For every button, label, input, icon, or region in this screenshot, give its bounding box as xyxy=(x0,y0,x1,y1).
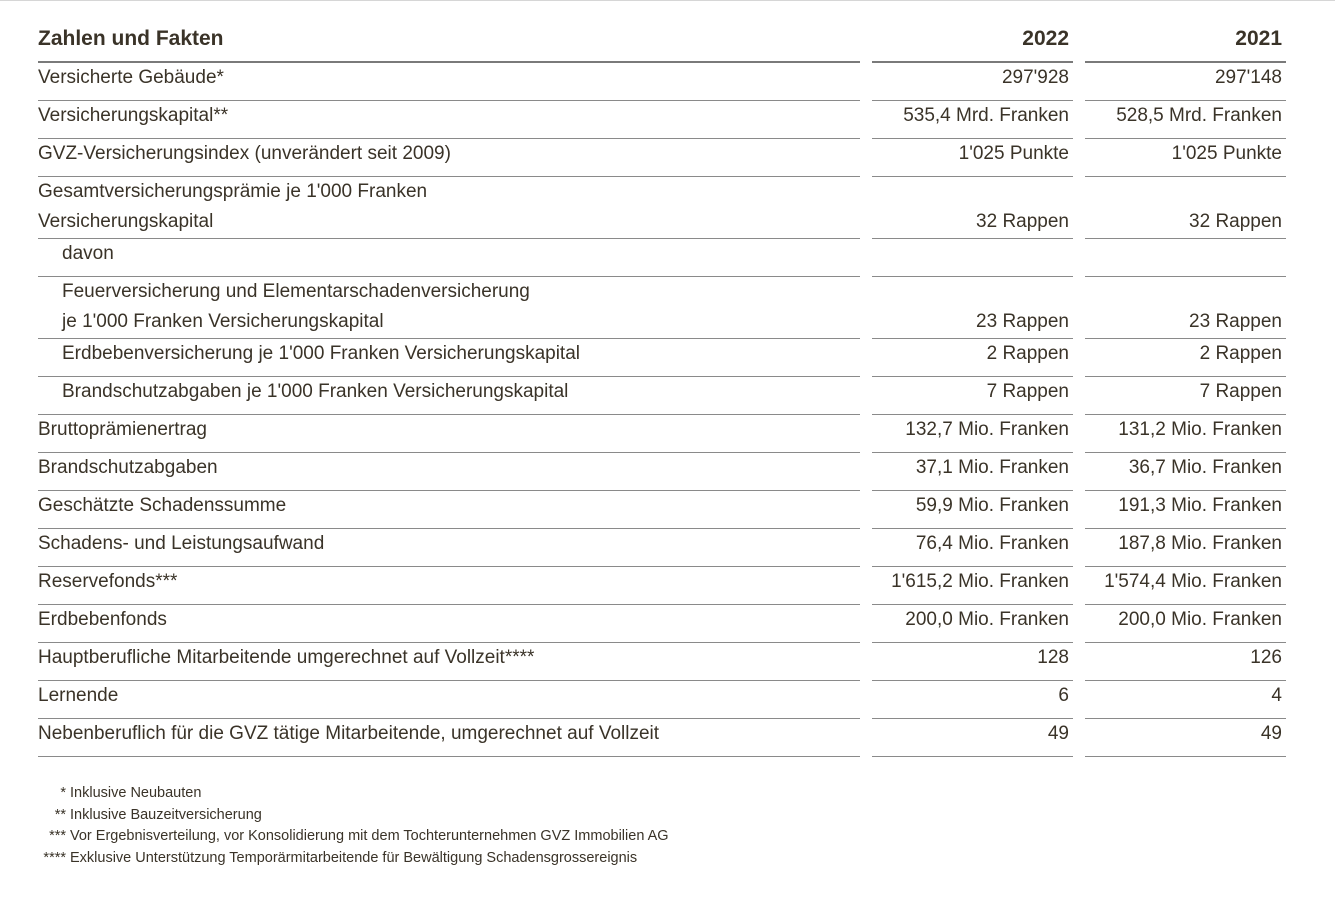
row-label-line: Versicherungskapital xyxy=(38,211,214,232)
footnote-marker: * xyxy=(60,785,66,801)
column-header-2021: 2021 xyxy=(1085,22,1286,63)
row-label: Nebenberuflich für die GVZ tätige Mitarbeitende, umgerechnet auf Vollzeit xyxy=(38,719,860,757)
row-label: Versicherungskapital** xyxy=(38,101,860,139)
top-divider xyxy=(0,0,1335,1)
column-header-2022: 2022 xyxy=(872,22,1073,63)
row-value-2021: 131,2 Mio. Franken xyxy=(1085,415,1286,453)
row-value-2022: 535,4 Mrd. Franken xyxy=(872,101,1073,139)
table-row xyxy=(38,177,1286,239)
row-label: Geschätzte Schadenssumme xyxy=(38,491,860,529)
row-value-2021 xyxy=(1085,239,1286,277)
row-value-2022 xyxy=(872,239,1073,277)
row-label: Brandschutzabgaben je 1'000 Franken Versicherungskapital xyxy=(38,377,860,415)
footnote xyxy=(38,783,669,805)
row-label: Bruttoprämienertrag xyxy=(38,415,860,453)
row-value-2021: 528,5 Mrd. Franken xyxy=(1085,101,1286,139)
row-value-2021: 1'025 Punkte xyxy=(1085,139,1286,177)
row-label: Erdbebenfonds xyxy=(38,605,860,643)
row-value-2022 xyxy=(872,277,1073,339)
row-value-2022: 6 xyxy=(872,681,1073,719)
row-value-2021: 297'148 xyxy=(1085,63,1286,101)
value-text: 32 Rappen xyxy=(1189,211,1282,232)
row-label: davon xyxy=(38,239,860,277)
footnote-text: Inklusive Bauzeitversicherung xyxy=(70,806,262,823)
footnote xyxy=(38,805,669,827)
table-row xyxy=(38,277,1286,339)
row-value-2022: 132,7 Mio. Franken xyxy=(872,415,1073,453)
facts-table xyxy=(38,22,1286,757)
row-value-2021: 4 xyxy=(1085,681,1286,719)
table-row xyxy=(38,491,1286,529)
footnote xyxy=(38,848,669,870)
footnote-text: Exklusive Unterstützung Temporärmitarbeitende für Bewältigung Schadensgrossereignis xyxy=(70,849,638,866)
row-value-2021: 191,3 Mio. Franken xyxy=(1085,491,1286,529)
footnote-marker: **** xyxy=(43,849,66,866)
row-label-line: Feuerversicherung und Elementarschadenversicherung xyxy=(62,281,530,302)
row-label: Reservefonds*** xyxy=(38,567,860,605)
row-value-2022: 76,4 Mio. Franken xyxy=(872,529,1073,567)
row-value-2022: 200,0 Mio. Franken xyxy=(872,605,1073,643)
row-label: Lernende xyxy=(38,681,860,719)
table-row xyxy=(38,239,1286,277)
row-value-2021 xyxy=(1085,177,1286,239)
row-label xyxy=(38,177,860,239)
table-row xyxy=(38,139,1286,177)
row-value-2022: 37,1 Mio. Franken xyxy=(872,453,1073,491)
footnote-text: Vor Ergebnisverteilung, vor Konsolidierung mit dem Tochterunternehmen GVZ Immobilien AG xyxy=(70,828,669,844)
row-label: GVZ-Versicherungsindex (unverändert seit 2009) xyxy=(38,139,860,177)
table-title: Zahlen und Fakten xyxy=(38,22,860,63)
table-row xyxy=(38,339,1286,377)
row-value-2021: 200,0 Mio. Franken xyxy=(1085,605,1286,643)
table-row xyxy=(38,415,1286,453)
row-label-line: Gesamtversicherungsprämie je 1'000 Franken xyxy=(38,181,428,202)
value-text: 23 Rappen xyxy=(1189,311,1282,332)
footnote-marker: ** xyxy=(54,806,66,823)
table-row xyxy=(38,377,1286,415)
table-row xyxy=(38,605,1286,643)
row-value-2022: 128 xyxy=(872,643,1073,681)
row-value-2022: 1'615,2 Mio. Franken xyxy=(872,567,1073,605)
table-row xyxy=(38,529,1286,567)
row-value-2021: 49 xyxy=(1085,719,1286,757)
footnote-text: Inklusive Neubauten xyxy=(70,785,202,801)
row-value-2022: 2 Rappen xyxy=(872,339,1073,377)
footnote-marker: *** xyxy=(49,828,66,844)
row-value-2021: 126 xyxy=(1085,643,1286,681)
table-row xyxy=(38,567,1286,605)
row-label-line: je 1'000 Franken Versicherungskapital xyxy=(62,311,384,332)
table-row xyxy=(38,101,1286,139)
row-value-2022: 297'928 xyxy=(872,63,1073,101)
row-value-2021 xyxy=(1085,277,1286,339)
row-value-2021: 187,8 Mio. Franken xyxy=(1085,529,1286,567)
row-label: Brandschutzabgaben xyxy=(38,453,860,491)
row-label: Hauptberufliche Mitarbeitende umgerechnet auf Vollzeit**** xyxy=(38,643,860,681)
table-row xyxy=(38,681,1286,719)
row-value-2021: 36,7 Mio. Franken xyxy=(1085,453,1286,491)
row-label: Erdbebenversicherung je 1'000 Franken Versicherungskapital xyxy=(38,339,860,377)
row-label xyxy=(38,277,860,339)
footnote xyxy=(38,826,669,848)
table-row xyxy=(38,719,1286,757)
row-value-2022 xyxy=(872,177,1073,239)
row-value-2022: 59,9 Mio. Franken xyxy=(872,491,1073,529)
table-header xyxy=(38,22,1286,63)
value-text: 23 Rappen xyxy=(976,311,1069,332)
table-row xyxy=(38,63,1286,101)
row-label: Versicherte Gebäude* xyxy=(38,63,860,101)
row-value-2021: 7 Rappen xyxy=(1085,377,1286,415)
row-value-2022: 1'025 Punkte xyxy=(872,139,1073,177)
table-row xyxy=(38,643,1286,681)
table-row xyxy=(38,453,1286,491)
value-text: 32 Rappen xyxy=(976,211,1069,232)
row-value-2021: 1'574,4 Mio. Franken xyxy=(1085,567,1286,605)
row-label: Schadens- und Leistungsaufwand xyxy=(38,529,860,567)
row-value-2022: 49 xyxy=(872,719,1073,757)
row-value-2022: 7 Rappen xyxy=(872,377,1073,415)
row-value-2021: 2 Rappen xyxy=(1085,339,1286,377)
footnotes xyxy=(38,783,669,869)
